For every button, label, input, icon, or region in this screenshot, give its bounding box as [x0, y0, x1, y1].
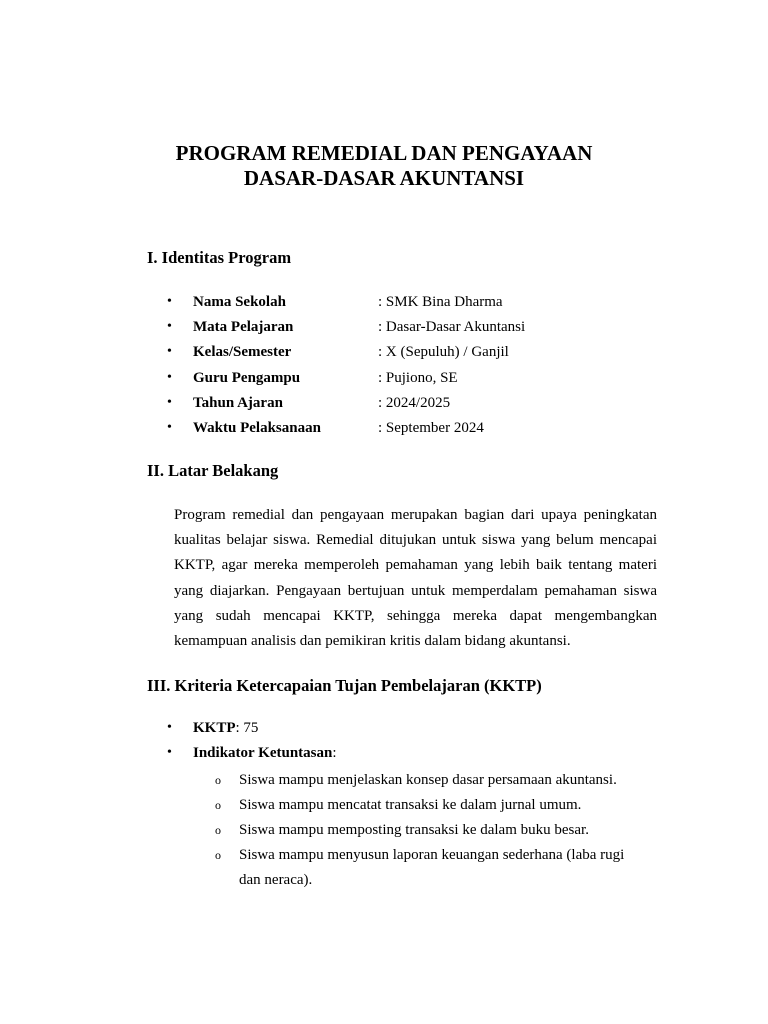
circle-bullet-icon: o: [215, 773, 221, 787]
identitas-label: Tahun Ajaran: [193, 394, 283, 411]
bullet-icon: •: [167, 419, 172, 435]
list-item: [0, 818, 768, 843]
indikator-text: Siswa mampu mencatat transaksi ke dalam jurnal umum.: [239, 797, 582, 813]
identitas-value: : 2024/2025: [378, 394, 451, 411]
identitas-label: Waktu Pelaksanaan: [193, 419, 321, 436]
bullet-icon: •: [167, 745, 172, 760]
section-heading-kktp: III. Kriteria Ketercapaian Tujan Pembelajaran (KKTP): [147, 676, 542, 695]
bullet-icon: •: [167, 720, 172, 735]
indikator-label: Indikator Ketuntasan: [193, 745, 333, 761]
kktp-label: KKTP: [193, 720, 236, 736]
list-item: [0, 793, 768, 818]
bullet-icon: •: [167, 394, 172, 410]
identitas-value: : X (Sepuluh) / Ganjil: [378, 344, 509, 361]
list-item: [0, 768, 768, 793]
list-item: [0, 342, 768, 367]
document-title-line-2: DASAR-DASAR AKUNTANSI: [243, 166, 525, 190]
identitas-label: Mata Pelajaran: [193, 319, 294, 336]
identitas-label: Guru Pengampu: [193, 369, 301, 386]
list-item: [0, 393, 768, 418]
section-heading-latar-belakang: II. Latar Belakang: [147, 461, 279, 480]
kktp-value: : 75: [235, 720, 259, 736]
list-item: [0, 718, 768, 743]
identitas-label: Kelas/Semester: [193, 344, 292, 361]
list-item: [0, 743, 768, 768]
kktp-list: [0, 718, 768, 768]
identitas-value: : Pujiono, SE: [378, 369, 458, 386]
list-item: [0, 418, 768, 443]
document-title-line-1: PROGRAM REMEDIAL DAN PENGAYAAN: [175, 141, 593, 165]
latar-belakang-paragraph: Program remedial dan pengayaan merupakan bagian dari upaya peningkatan kualitas belajar siswa. Remedial ditujukan untuk siswa yang belum mencapai KKTP, agar mereka memperoleh pemahaman yang lebih baik tentang materi yang diajarkan. Pengayaan bertujuan untuk memperdalam pemahaman siswa yang sudah mencapai KKTP, sehingga mereka dapat mengembangkan kemampuan analisis dan pemikiran kritis dalam bidang akuntansi.: [174, 507, 657, 650]
indikator-line: [193, 743, 337, 763]
bullet-icon: •: [167, 294, 172, 309]
indikator-suffix: :: [332, 745, 337, 761]
identitas-value: : Dasar-Dasar Akuntansi: [378, 319, 526, 336]
indikator-list: [0, 768, 768, 893]
circle-bullet-icon: o: [215, 823, 221, 837]
circle-bullet-icon: o: [215, 848, 221, 862]
bullet-icon: •: [167, 369, 172, 385]
bullet-icon: •: [167, 344, 172, 360]
indikator-text: Siswa mampu memposting transaksi ke dalam buku besar.: [239, 822, 589, 838]
list-item: [0, 843, 768, 893]
list-item: [0, 317, 768, 342]
identitas-value: : SMK Bina Dharma: [378, 294, 503, 310]
bullet-icon: •: [167, 319, 172, 335]
list-item: [0, 292, 768, 317]
indikator-text: Siswa mampu menjelaskan konsep dasar persamaan akuntansi.: [239, 772, 617, 788]
section-heading-identitas: I. Identitas Program: [147, 248, 292, 267]
identitas-label: Nama Sekolah: [193, 294, 286, 310]
kktp-line: [193, 718, 258, 738]
identitas-list: [0, 292, 768, 443]
list-item: [0, 368, 768, 393]
identitas-value: : September 2024: [378, 419, 484, 436]
indikator-text: Siswa mampu menyusun laporan keuangan sederhana (laba rugi dan neraca).: [239, 847, 625, 888]
circle-bullet-icon: o: [215, 798, 221, 812]
